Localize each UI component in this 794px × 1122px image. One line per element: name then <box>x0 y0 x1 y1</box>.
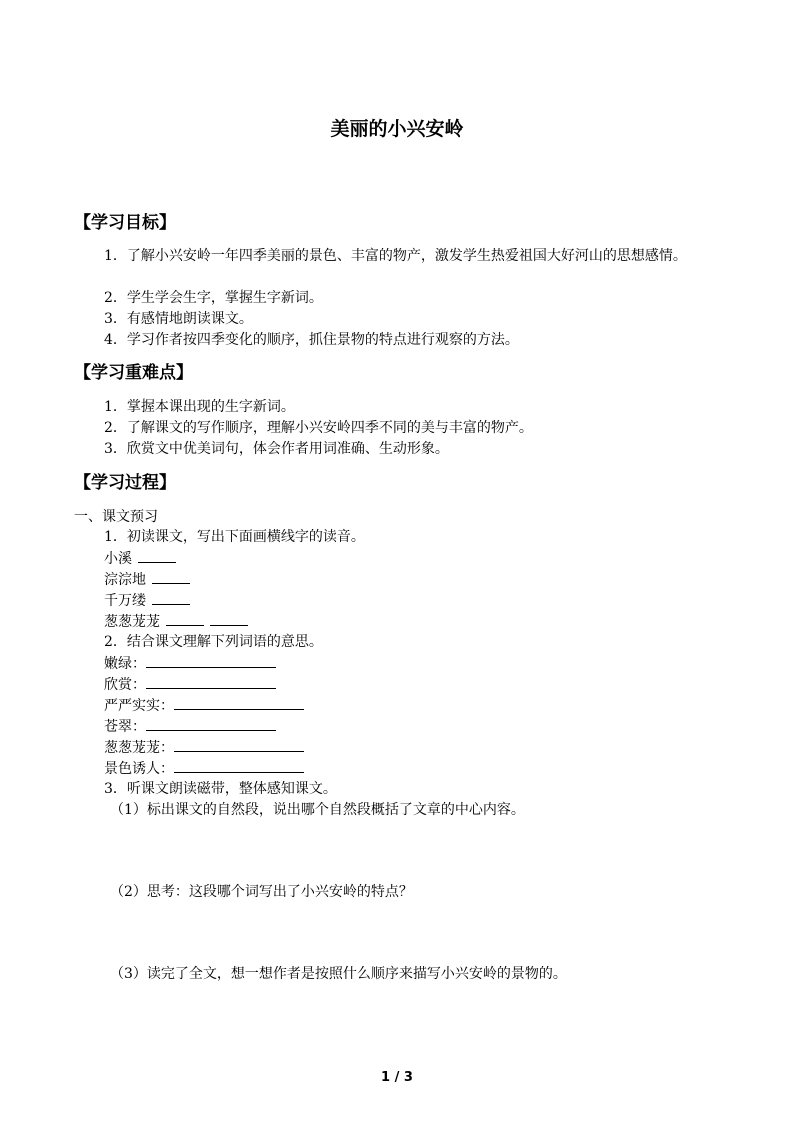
answer-blank[interactable] <box>166 611 204 626</box>
q2-word-row <box>104 695 304 716</box>
goal-item-1: 1．了解小兴安岭一年四季美丽的景色、丰富的物产，激发学生热爱祖国大好河山的思想感情。 <box>104 248 687 264</box>
answer-blank[interactable] <box>146 716 276 731</box>
question-1: 1．初读课文，写出下面画横线字的读音。 <box>104 529 365 545</box>
q2-word-row <box>104 653 276 674</box>
q2-word: 苍翠： <box>104 719 146 735</box>
q2-word-row <box>104 674 276 695</box>
answer-blank[interactable] <box>152 590 190 605</box>
q2-word: 嫩绿： <box>104 656 146 672</box>
process-heading: 【学习过程】 <box>74 473 176 493</box>
q1-word-row <box>104 569 190 590</box>
q2-word: 欣赏： <box>104 677 146 693</box>
q2-word-row <box>104 716 276 737</box>
answer-blank[interactable] <box>210 611 248 626</box>
goals-heading: 【学习目标】 <box>74 213 176 233</box>
page-number: 1 / 3 <box>381 1070 413 1085</box>
q2-word: 葱葱茏茏： <box>104 740 174 756</box>
q1-word: 小溪 <box>104 551 132 567</box>
q3-sub-1: （1）标出课文的自然段，说出哪个自然段概括了文章的中心内容。 <box>110 802 525 818</box>
answer-blank[interactable] <box>138 548 176 563</box>
q3-sub-2: （2）思考：这段哪个词写出了小兴安岭的特点？ <box>110 884 413 900</box>
q3-sub-3: （3）读完了全文，想一想作者是按照什么顺序来描写小兴安岭的景物的。 <box>110 966 567 982</box>
answer-blank[interactable] <box>146 674 276 689</box>
answer-blank[interactable] <box>174 758 304 773</box>
answer-blank[interactable] <box>174 695 304 710</box>
part1-title: 一、课文预习 <box>74 509 158 525</box>
q1-word-row <box>104 548 176 569</box>
q1-word: 葱葱茏茏 <box>104 614 160 630</box>
answer-blank[interactable] <box>174 737 304 752</box>
answer-blank[interactable] <box>152 569 190 584</box>
q1-word: 千万缕 <box>104 593 146 609</box>
key-points-heading: 【学习重难点】 <box>74 363 193 383</box>
q2-word-row <box>104 758 304 779</box>
question-2: 2．结合课文理解下列词语的意思。 <box>104 634 323 650</box>
key-point-item-2: 2．了解课文的写作顺序，理解小兴安岭四季不同的美与丰富的物产。 <box>104 420 533 436</box>
q1-word-row <box>104 611 248 632</box>
goal-item-4: 4．学习作者按四季变化的顺序，抓住景物的特点进行观察的方法。 <box>104 332 519 348</box>
key-point-item-1: 1．掌握本课出现的生字新词。 <box>104 399 295 415</box>
q1-word: 淙淙地 <box>104 572 146 588</box>
q2-word: 景色诱人： <box>104 761 174 777</box>
q2-word-row <box>104 737 304 758</box>
q1-word-row <box>104 590 190 611</box>
question-3: 3．听课文朗读磁带，整体感知课文。 <box>104 781 337 797</box>
key-point-item-3: 3．欣赏文中优美词句，体会作者用词准确、生动形象。 <box>104 441 449 457</box>
answer-blank[interactable] <box>146 653 276 668</box>
goal-item-2: 2．学生学会生字，掌握生字新词。 <box>104 290 323 306</box>
q2-word: 严严实实： <box>104 698 174 714</box>
page-title: 美丽的小兴安岭 <box>330 118 464 140</box>
goal-item-3: 3．有感情地朗读课文。 <box>104 311 253 327</box>
